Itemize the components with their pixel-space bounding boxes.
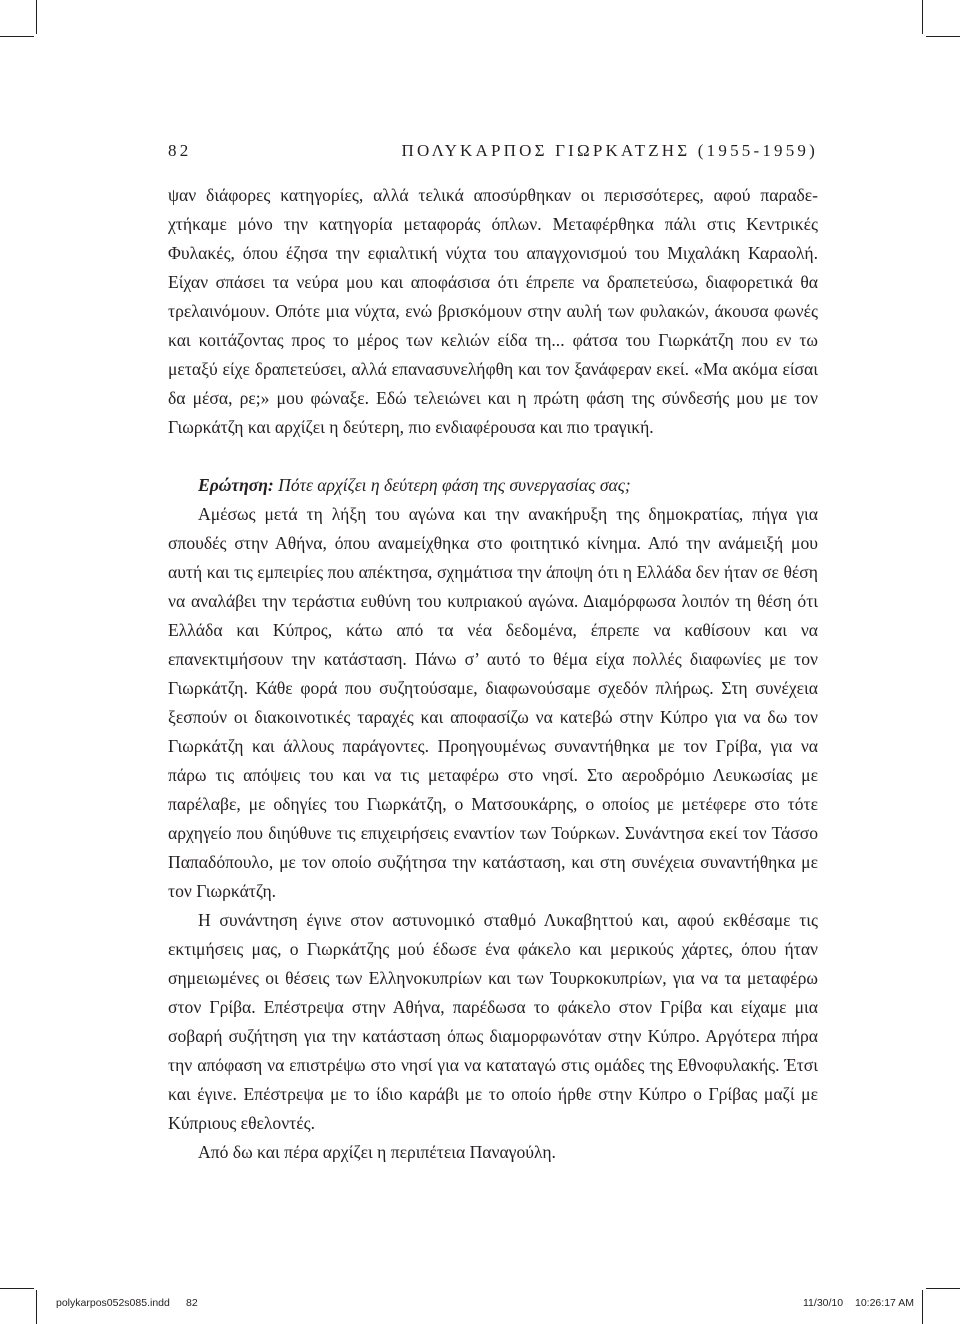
paragraph-spacer: [168, 442, 818, 471]
answer-paragraph: Αμέσως μετά τη λήξη του αγώνα και την ανακήρυξη της δημοκρατίας, πήγα για σπουδές στην Αθήνα, όπου αναμείχθηκα στο φοιτητικό κίνημα. Από την ανάμειξή μου αυτή και τις εμπειρίες που απέκτησα, σχημάτισα την άποψη ότι η Ελλάδα δεν ήταν σε θέση να αναλάβει την τεράστια ευθύνη του κυπριακού αγώνα. Διαμόρφωσα λοιπόν τη θέση ότι Ελλάδα και Κύπρος, κάτω από τα νέα δεδομένα, έπρεπε να καθίσουν και να επανεκτιμήσουν την κατάσταση. Πάνω σ’ αυτό το θέμα είχα πολλές διαφωνίες με τον Γιωρκάτζη. Κάθε φορά που συζητούσαμε, διαφωνούσαμε σχεδόν πλήρως. Στη συνέχεια ξεσπούν οι διακοινοτικές ταραχές και αποφασίζω να κατεβώ στην Κύπρο για να δω τον Γιωρκάτζη και άλλους παράγοντες. Προηγουμένως συναντήθηκα με τον Γρίβα, για να πάρω τις απόψεις του και να τις μεταφέρω στο νησί. Στο αεροδρόμιο Λευκωσίας με παρέλαβε, με οδηγίες του Γιωρκάτζη, ο Ματσουκάρης, ο οποίος με μετέφερε στο τότε αρχηγείο που διηύθυνε τις επιχειρήσεις εναντίον των Τούρκων. Συνάντησα εκεί τον Τάσσο Παπαδόπουλο, με τον οποίο συζήτησα την κατάσταση, και στη συνέχεια συναντήθηκα με τον Γιωρκάτζη.: [168, 504, 818, 901]
running-head-title: ΠΟΛΥΚΑΡΠΟΣ ΓΙΩΡΚΑΤΖΗΣ (1955-1959): [401, 141, 818, 160]
body-text: [168, 181, 818, 1167]
crop-mark-right-bottom: [926, 1288, 960, 1289]
crop-mark-right-top: [926, 36, 960, 37]
answer-paragraph: Από δω και πέρα αρχίζει η περιπέτεια Παναγούλη.: [198, 1142, 556, 1162]
print-slug: [0, 1297, 960, 1315]
paragraph: ψαν διάφορες κατηγορίες, αλλά τελικά αποσύρθηκαν οι περισσότερες, αφού παραδεχτήκαμε μόνο την κατηγορία μεταφοράς όπλων. Μεταφέρθηκα πάλι στις Κεντρικές Φυλακές, όπου έζησα την εφιαλτική νύχτα του απαγχονισμού του Μιχαλάκη Καραολή. Είχαν σπάσει τα νεύρα μου και αποφάσισα ότι έπρεπε να δραπετεύσω, διαφορετικά θα τρελαινόμουν. Οπότε μια νύχτα, ενώ βρισκόμουν στην αυλή των φυλακών, άκουσα φωνές και κοιτάζοντας προς το μέρος των κελιών είδα τη... φάτσα του Γιωρκάτζη που εν τω μεταξύ είχε δραπετεύσει, αλλά επανασυνελήφθη και τον ξανάφεραν εκεί. «Μα ακόμα είσαι δα μέσα, ρε;» μου φώναξε. Εδώ τελειώνει και η πρώτη φάση της σύνδεσής μου με τον Γιωρκάτζη και αρχίζει η δεύτερη, πιο ενδιαφέρουσα και πιο τραγική.: [168, 185, 818, 437]
running-head: [168, 141, 818, 165]
question: [168, 471, 818, 500]
crop-mark-left-bottom: [0, 1288, 34, 1289]
slug-date: 11/30/10: [803, 1297, 844, 1309]
answer-paragraph: Η συνάντηση έγινε στον αστυνομικό σταθμό Λυκαβηττού και, αφού εκθέσαμε τις εκτιμήσεις μας, ο Γιωρκάτζης μού έδωσε ένα φάκελο και μερικούς χάρτες, όπου ήταν σημειωμένες οι θέσεις των Ελληνοκυπρίων και των Τουρκοκυπρίων, για να τα μεταφέρω στον Γρίβα. Επέστρεψα στην Αθήνα, παρέδωσα το φάκελο στον Γρίβα και είχαμε μια σοβαρή συζήτηση για την κατάσταση όπως διαμορφωνόταν στην Κύπρο. Αργότερα πήρα την απόφαση να επιστρέψω στο νησί για να καταταγώ στις ομάδες της Εθνοφυλακής. Έτσι και έγινε. Επέστρεψα με το ίδιο καράβι με το οποίο ήρθε στην Κύπρο ο Γρίβας μαζί με Κύπριους εθελοντές.: [168, 910, 818, 1133]
crop-mark-top-left: [36, 0, 37, 34]
slug-page: 82: [186, 1297, 198, 1309]
slug-filename: polykarpos052s085.indd: [56, 1297, 170, 1309]
page-number: 82: [168, 141, 192, 160]
slug-time: 10:26:17 AM: [855, 1297, 914, 1309]
question-label: Ερώτηση:: [198, 475, 274, 495]
question-text: Πότε αρχίζει η δεύτερη φάση της συνεργασίας σας;: [278, 475, 631, 495]
crop-mark-left-top: [0, 36, 34, 37]
crop-mark-top-right: [922, 0, 923, 34]
